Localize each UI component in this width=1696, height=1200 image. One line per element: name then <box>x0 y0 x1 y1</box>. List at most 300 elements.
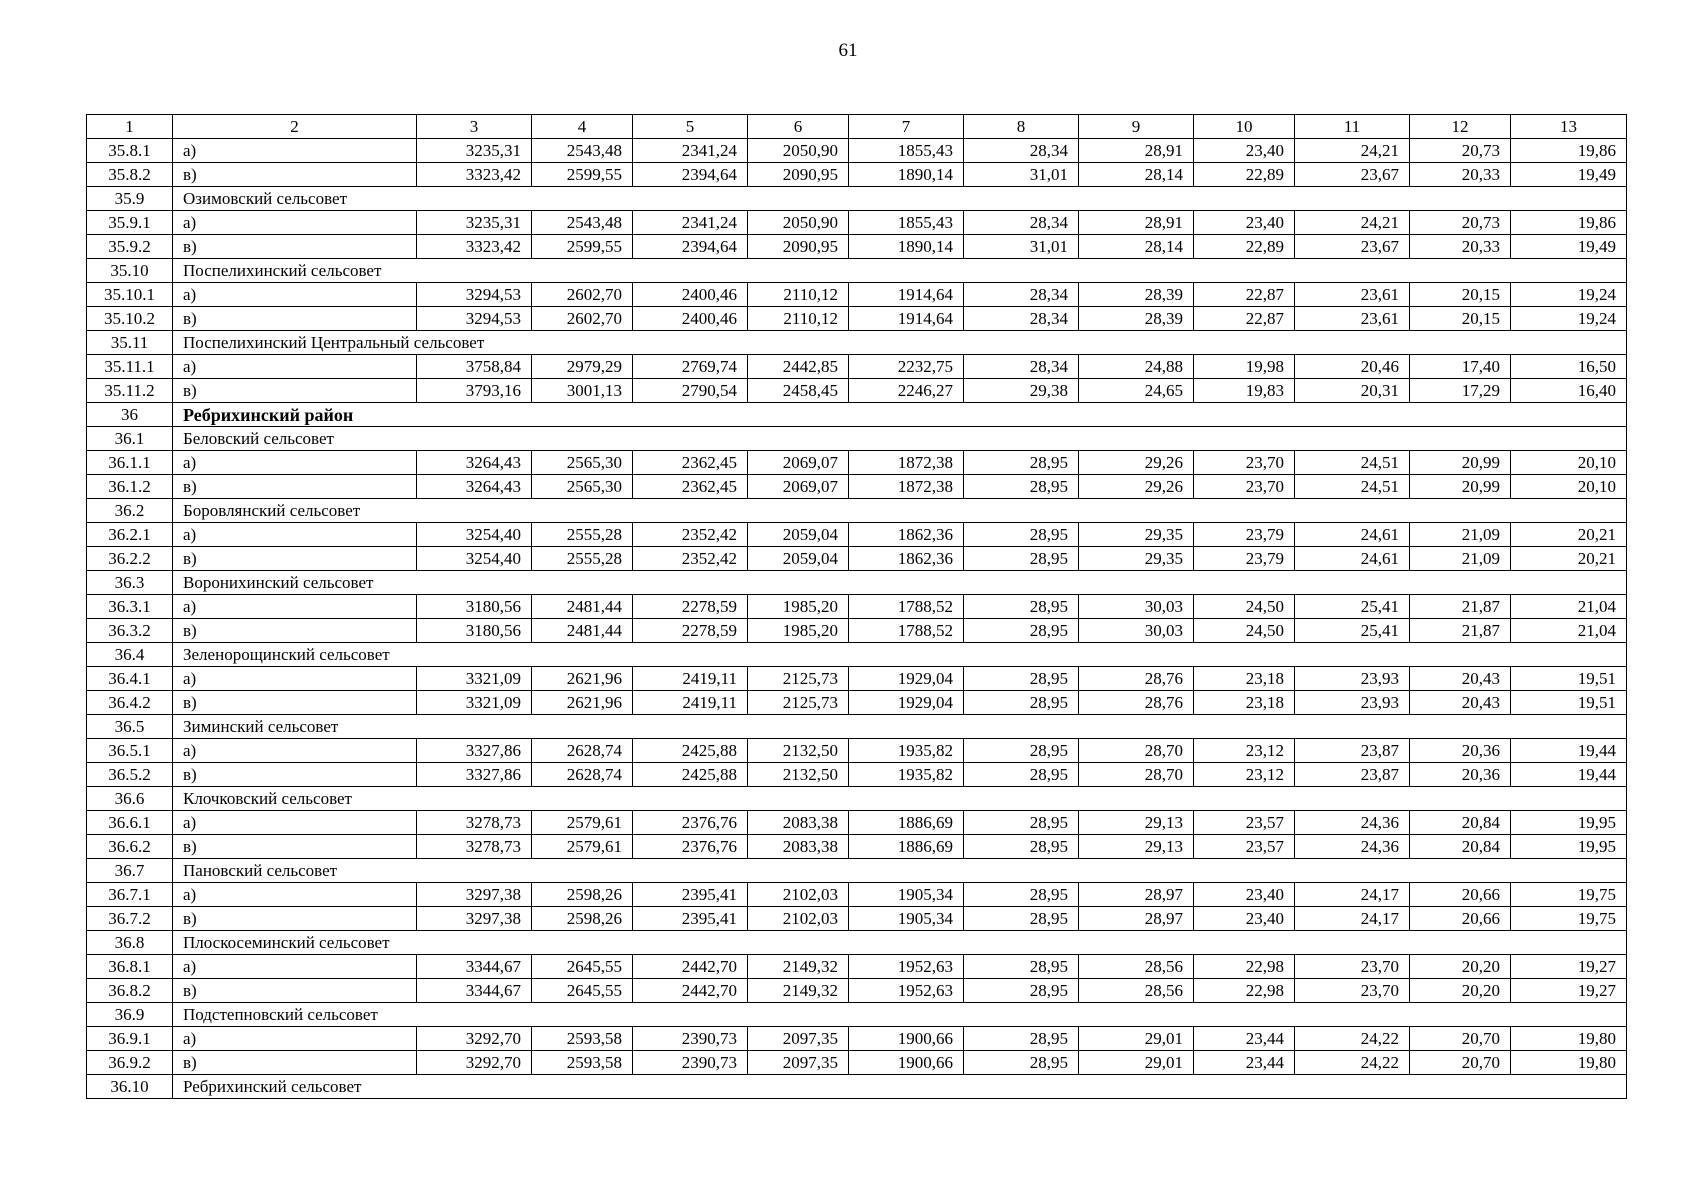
value-cell: 24,17 <box>1295 907 1410 931</box>
section-name: Боровлянский сельсовет <box>173 499 1627 523</box>
value-cell: 3254,40 <box>417 523 532 547</box>
header-row <box>87 115 1627 139</box>
row-number: 36.8 <box>87 931 173 955</box>
value-cell: 20,99 <box>1410 451 1511 475</box>
section-row <box>87 259 1627 283</box>
section-row <box>87 859 1627 883</box>
row-label: а) <box>173 211 417 235</box>
value-cell: 28,70 <box>1079 739 1194 763</box>
value-cell: 2132,50 <box>748 763 849 787</box>
value-cell: 1929,04 <box>849 691 964 715</box>
header-cell: 6 <box>748 115 849 139</box>
value-cell: 28,95 <box>964 451 1079 475</box>
value-cell: 20,21 <box>1511 523 1627 547</box>
table-row <box>87 955 1627 979</box>
value-cell: 2102,03 <box>748 907 849 931</box>
value-cell: 2593,58 <box>532 1051 633 1075</box>
value-cell: 28,14 <box>1079 163 1194 187</box>
value-cell: 31,01 <box>964 163 1079 187</box>
value-cell: 2097,35 <box>748 1051 849 1075</box>
value-cell: 2341,24 <box>633 139 748 163</box>
value-cell: 20,84 <box>1410 835 1511 859</box>
value-cell: 1929,04 <box>849 667 964 691</box>
value-cell: 2598,26 <box>532 907 633 931</box>
row-label: в) <box>173 547 417 571</box>
row-number: 36.6 <box>87 787 173 811</box>
section-row <box>87 187 1627 211</box>
header-cell: 7 <box>849 115 964 139</box>
row-number: 36.6.2 <box>87 835 173 859</box>
page-number: 61 <box>838 40 858 61</box>
value-cell: 20,15 <box>1410 307 1511 331</box>
value-cell: 19,44 <box>1511 763 1627 787</box>
section-name: Пановский сельсовет <box>173 859 1627 883</box>
value-cell: 28,95 <box>964 1051 1079 1075</box>
value-cell: 25,41 <box>1295 595 1410 619</box>
section-name: Подстепновский сельсовет <box>173 1003 1627 1027</box>
value-cell: 2565,30 <box>532 475 633 499</box>
value-cell: 1914,64 <box>849 283 964 307</box>
value-cell: 2555,28 <box>532 547 633 571</box>
value-cell: 1890,14 <box>849 163 964 187</box>
value-cell: 3323,42 <box>417 235 532 259</box>
header-cell: 8 <box>964 115 1079 139</box>
header-cell: 2 <box>173 115 417 139</box>
header-cell: 10 <box>1194 115 1295 139</box>
row-label: а) <box>173 139 417 163</box>
table-row <box>87 211 1627 235</box>
value-cell: 1862,36 <box>849 547 964 571</box>
value-cell: 24,51 <box>1295 451 1410 475</box>
value-cell: 2419,11 <box>633 667 748 691</box>
value-cell: 23,12 <box>1194 739 1295 763</box>
value-cell: 2090,95 <box>748 163 849 187</box>
table-row <box>87 883 1627 907</box>
value-cell: 23,61 <box>1295 307 1410 331</box>
value-cell: 29,35 <box>1079 523 1194 547</box>
row-label: а) <box>173 283 417 307</box>
value-cell: 2543,48 <box>532 211 633 235</box>
table-row <box>87 163 1627 187</box>
value-cell: 1886,69 <box>849 811 964 835</box>
value-cell: 19,24 <box>1511 307 1627 331</box>
row-label: а) <box>173 355 417 379</box>
value-cell: 19,75 <box>1511 883 1627 907</box>
value-cell: 2481,44 <box>532 595 633 619</box>
value-cell: 2979,29 <box>532 355 633 379</box>
value-cell: 20,84 <box>1410 811 1511 835</box>
section-name: Воронихинский сельсовет <box>173 571 1627 595</box>
row-number: 36.2.2 <box>87 547 173 571</box>
value-cell: 2442,70 <box>633 955 748 979</box>
section-row <box>87 787 1627 811</box>
section-row <box>87 427 1627 451</box>
value-cell: 2132,50 <box>748 739 849 763</box>
value-cell: 2341,24 <box>633 211 748 235</box>
value-cell: 23,79 <box>1194 547 1295 571</box>
value-cell: 22,89 <box>1194 235 1295 259</box>
value-cell: 2050,90 <box>748 211 849 235</box>
row-number: 36.5.2 <box>87 763 173 787</box>
row-label: а) <box>173 955 417 979</box>
row-label: в) <box>173 307 417 331</box>
value-cell: 3758,84 <box>417 355 532 379</box>
value-cell: 2400,46 <box>633 307 748 331</box>
value-cell: 1788,52 <box>849 619 964 643</box>
value-cell: 2102,03 <box>748 883 849 907</box>
value-cell: 30,03 <box>1079 595 1194 619</box>
value-cell: 28,95 <box>964 619 1079 643</box>
row-label: а) <box>173 811 417 835</box>
value-cell: 24,50 <box>1194 619 1295 643</box>
value-cell: 20,70 <box>1410 1027 1511 1051</box>
value-cell: 19,51 <box>1511 667 1627 691</box>
value-cell: 1985,20 <box>748 619 849 643</box>
row-label: в) <box>173 379 417 403</box>
value-cell: 20,33 <box>1410 235 1511 259</box>
value-cell: 20,73 <box>1410 211 1511 235</box>
row-label: в) <box>173 475 417 499</box>
value-cell: 2769,74 <box>633 355 748 379</box>
value-cell: 2621,96 <box>532 691 633 715</box>
value-cell: 2069,07 <box>748 475 849 499</box>
row-number: 35.11.1 <box>87 355 173 379</box>
value-cell: 23,70 <box>1295 979 1410 1003</box>
value-cell: 2376,76 <box>633 835 748 859</box>
value-cell: 19,80 <box>1511 1051 1627 1075</box>
row-label: а) <box>173 451 417 475</box>
value-cell: 28,95 <box>964 595 1079 619</box>
value-cell: 2628,74 <box>532 763 633 787</box>
row-label: а) <box>173 883 417 907</box>
value-cell: 24,50 <box>1194 595 1295 619</box>
value-cell: 2645,55 <box>532 955 633 979</box>
value-cell: 23,70 <box>1295 955 1410 979</box>
value-cell: 1905,34 <box>849 907 964 931</box>
value-cell: 2565,30 <box>532 451 633 475</box>
row-number: 35.9 <box>87 187 173 211</box>
value-cell: 2602,70 <box>532 307 633 331</box>
value-cell: 25,41 <box>1295 619 1410 643</box>
value-cell: 3292,70 <box>417 1051 532 1075</box>
value-cell: 19,95 <box>1511 835 1627 859</box>
value-cell: 1890,14 <box>849 235 964 259</box>
section-row <box>87 499 1627 523</box>
value-cell: 20,70 <box>1410 1051 1511 1075</box>
value-cell: 2458,45 <box>748 379 849 403</box>
value-cell: 2425,88 <box>633 763 748 787</box>
table-row <box>87 379 1627 403</box>
value-cell: 1952,63 <box>849 979 964 1003</box>
row-number: 36.5 <box>87 715 173 739</box>
row-number: 36.4 <box>87 643 173 667</box>
value-cell: 23,93 <box>1295 691 1410 715</box>
value-cell: 20,46 <box>1295 355 1410 379</box>
header-cell: 12 <box>1410 115 1511 139</box>
value-cell: 28,34 <box>964 307 1079 331</box>
row-number: 36.9.2 <box>87 1051 173 1075</box>
value-cell: 2278,59 <box>633 619 748 643</box>
value-cell: 3793,16 <box>417 379 532 403</box>
value-cell: 19,98 <box>1194 355 1295 379</box>
row-label: в) <box>173 1051 417 1075</box>
row-label: в) <box>173 763 417 787</box>
value-cell: 1872,38 <box>849 475 964 499</box>
row-number: 36.5.1 <box>87 739 173 763</box>
value-cell: 3254,40 <box>417 547 532 571</box>
value-cell: 20,33 <box>1410 163 1511 187</box>
value-cell: 23,93 <box>1295 667 1410 691</box>
value-cell: 28,95 <box>964 1027 1079 1051</box>
header-cell: 1 <box>87 115 173 139</box>
value-cell: 17,40 <box>1410 355 1511 379</box>
district-name: Ребрихинский район <box>173 403 1627 427</box>
row-number: 35.10 <box>87 259 173 283</box>
header-cell: 4 <box>532 115 633 139</box>
row-number: 36.3 <box>87 571 173 595</box>
section-name: Беловский сельсовет <box>173 427 1627 451</box>
value-cell: 23,57 <box>1194 811 1295 835</box>
value-cell: 22,89 <box>1194 163 1295 187</box>
value-cell: 19,86 <box>1511 211 1627 235</box>
table-row <box>87 235 1627 259</box>
value-cell: 20,15 <box>1410 283 1511 307</box>
value-cell: 20,36 <box>1410 763 1511 787</box>
table-row <box>87 979 1627 1003</box>
row-label: а) <box>173 1027 417 1051</box>
value-cell: 1788,52 <box>849 595 964 619</box>
value-cell: 28,95 <box>964 691 1079 715</box>
value-cell: 24,22 <box>1295 1051 1410 1075</box>
row-number: 36.1.2 <box>87 475 173 499</box>
value-cell: 2125,73 <box>748 667 849 691</box>
table-row <box>87 691 1627 715</box>
value-cell: 20,66 <box>1410 907 1511 931</box>
value-cell: 2579,61 <box>532 835 633 859</box>
value-cell: 28,14 <box>1079 235 1194 259</box>
value-cell: 20,43 <box>1410 667 1511 691</box>
table-row <box>87 307 1627 331</box>
section-name: Зиминский сельсовет <box>173 715 1627 739</box>
table-row <box>87 523 1627 547</box>
table-row <box>87 667 1627 691</box>
value-cell: 2362,45 <box>633 451 748 475</box>
value-cell: 17,29 <box>1410 379 1511 403</box>
header-cell: 5 <box>633 115 748 139</box>
value-cell: 28,95 <box>964 955 1079 979</box>
section-name: Поспелихинский сельсовет <box>173 259 1627 283</box>
value-cell: 22,98 <box>1194 955 1295 979</box>
value-cell: 24,61 <box>1295 547 1410 571</box>
value-cell: 20,31 <box>1295 379 1410 403</box>
value-cell: 28,95 <box>964 883 1079 907</box>
section-row <box>87 931 1627 955</box>
value-cell: 2246,27 <box>849 379 964 403</box>
header-cell: 13 <box>1511 115 1627 139</box>
row-number: 35.11 <box>87 331 173 355</box>
row-number: 36.4.1 <box>87 667 173 691</box>
value-cell: 28,76 <box>1079 691 1194 715</box>
value-cell: 28,34 <box>964 211 1079 235</box>
row-number: 36.7.1 <box>87 883 173 907</box>
value-cell: 2599,55 <box>532 235 633 259</box>
value-cell: 2442,70 <box>633 979 748 1003</box>
section-name: Плоскосеминский сельсовет <box>173 931 1627 955</box>
value-cell: 28,34 <box>964 139 1079 163</box>
value-cell: 19,27 <box>1511 979 1627 1003</box>
value-cell: 22,87 <box>1194 307 1295 331</box>
value-cell: 20,43 <box>1410 691 1511 715</box>
row-number: 36 <box>87 403 173 427</box>
row-number: 36.3.2 <box>87 619 173 643</box>
value-cell: 2394,64 <box>633 235 748 259</box>
value-cell: 3294,53 <box>417 283 532 307</box>
value-cell: 19,27 <box>1511 955 1627 979</box>
value-cell: 23,44 <box>1194 1027 1295 1051</box>
value-cell: 23,67 <box>1295 235 1410 259</box>
value-cell: 24,61 <box>1295 523 1410 547</box>
value-cell: 23,40 <box>1194 139 1295 163</box>
table-row <box>87 355 1627 379</box>
value-cell: 19,80 <box>1511 1027 1627 1051</box>
row-number: 36.7 <box>87 859 173 883</box>
value-cell: 20,73 <box>1410 139 1511 163</box>
header-cell: 11 <box>1295 115 1410 139</box>
row-number: 36.7.2 <box>87 907 173 931</box>
value-cell: 19,49 <box>1511 235 1627 259</box>
value-cell: 23,12 <box>1194 763 1295 787</box>
value-cell: 2352,42 <box>633 523 748 547</box>
value-cell: 23,67 <box>1295 163 1410 187</box>
value-cell: 2110,12 <box>748 283 849 307</box>
value-cell: 28,76 <box>1079 667 1194 691</box>
value-cell: 24,21 <box>1295 139 1410 163</box>
value-cell: 2419,11 <box>633 691 748 715</box>
value-cell: 24,21 <box>1295 211 1410 235</box>
value-cell: 3264,43 <box>417 451 532 475</box>
table-row <box>87 619 1627 643</box>
value-cell: 28,91 <box>1079 139 1194 163</box>
section-row <box>87 571 1627 595</box>
value-cell: 1985,20 <box>748 595 849 619</box>
value-cell: 28,34 <box>964 355 1079 379</box>
value-cell: 19,95 <box>1511 811 1627 835</box>
value-cell: 19,51 <box>1511 691 1627 715</box>
section-name: Зеленорощинский сельсовет <box>173 643 1627 667</box>
value-cell: 2083,38 <box>748 811 849 835</box>
tariff-table <box>86 114 1627 1099</box>
row-label: в) <box>173 691 417 715</box>
value-cell: 2059,04 <box>748 547 849 571</box>
value-cell: 28,95 <box>964 667 1079 691</box>
value-cell: 28,56 <box>1079 979 1194 1003</box>
value-cell: 2394,64 <box>633 163 748 187</box>
value-cell: 24,17 <box>1295 883 1410 907</box>
value-cell: 2543,48 <box>532 139 633 163</box>
value-cell: 2125,73 <box>748 691 849 715</box>
row-number: 35.8.1 <box>87 139 173 163</box>
value-cell: 3235,31 <box>417 211 532 235</box>
value-cell: 23,70 <box>1194 475 1295 499</box>
value-cell: 2110,12 <box>748 307 849 331</box>
row-label: в) <box>173 979 417 1003</box>
value-cell: 2481,44 <box>532 619 633 643</box>
row-label: в) <box>173 907 417 931</box>
row-number: 36.1 <box>87 427 173 451</box>
value-cell: 1855,43 <box>849 211 964 235</box>
value-cell: 20,10 <box>1511 451 1627 475</box>
value-cell: 2442,85 <box>748 355 849 379</box>
value-cell: 1952,63 <box>849 955 964 979</box>
value-cell: 1914,64 <box>849 307 964 331</box>
value-cell: 21,04 <box>1511 595 1627 619</box>
value-cell: 23,40 <box>1194 883 1295 907</box>
row-label: в) <box>173 163 417 187</box>
value-cell: 28,91 <box>1079 211 1194 235</box>
table-row <box>87 835 1627 859</box>
row-label: в) <box>173 619 417 643</box>
row-number: 36.9 <box>87 1003 173 1027</box>
row-number: 36.2.1 <box>87 523 173 547</box>
value-cell: 22,87 <box>1194 283 1295 307</box>
value-cell: 3323,42 <box>417 163 532 187</box>
row-number: 35.9.2 <box>87 235 173 259</box>
value-cell: 24,51 <box>1295 475 1410 499</box>
value-cell: 3297,38 <box>417 883 532 907</box>
value-cell: 2400,46 <box>633 283 748 307</box>
value-cell: 3294,53 <box>417 307 532 331</box>
value-cell: 28,97 <box>1079 907 1194 931</box>
value-cell: 28,95 <box>964 739 1079 763</box>
value-cell: 16,50 <box>1511 355 1627 379</box>
value-cell: 29,38 <box>964 379 1079 403</box>
section-name: Озимовский сельсовет <box>173 187 1627 211</box>
row-number: 35.11.2 <box>87 379 173 403</box>
value-cell: 2149,32 <box>748 979 849 1003</box>
value-cell: 23,87 <box>1295 739 1410 763</box>
value-cell: 28,97 <box>1079 883 1194 907</box>
value-cell: 30,03 <box>1079 619 1194 643</box>
value-cell: 1872,38 <box>849 451 964 475</box>
value-cell: 28,95 <box>964 979 1079 1003</box>
value-cell: 29,35 <box>1079 547 1194 571</box>
value-cell: 28,95 <box>964 547 1079 571</box>
value-cell: 23,61 <box>1295 283 1410 307</box>
value-cell: 1862,36 <box>849 523 964 547</box>
header-cell: 3 <box>417 115 532 139</box>
value-cell: 20,20 <box>1410 979 1511 1003</box>
value-cell: 28,95 <box>964 835 1079 859</box>
value-cell: 1905,34 <box>849 883 964 907</box>
value-cell: 3297,38 <box>417 907 532 931</box>
row-label: в) <box>173 235 417 259</box>
value-cell: 2599,55 <box>532 163 633 187</box>
table-row <box>87 547 1627 571</box>
value-cell: 20,21 <box>1511 547 1627 571</box>
value-cell: 23,40 <box>1194 211 1295 235</box>
value-cell: 3264,43 <box>417 475 532 499</box>
value-cell: 2278,59 <box>633 595 748 619</box>
value-cell: 3001,13 <box>532 379 633 403</box>
value-cell: 31,01 <box>964 235 1079 259</box>
value-cell: 2362,45 <box>633 475 748 499</box>
value-cell: 19,24 <box>1511 283 1627 307</box>
value-cell: 29,13 <box>1079 835 1194 859</box>
value-cell: 2390,73 <box>633 1051 748 1075</box>
value-cell: 23,70 <box>1194 451 1295 475</box>
value-cell: 28,34 <box>964 283 1079 307</box>
value-cell: 21,04 <box>1511 619 1627 643</box>
